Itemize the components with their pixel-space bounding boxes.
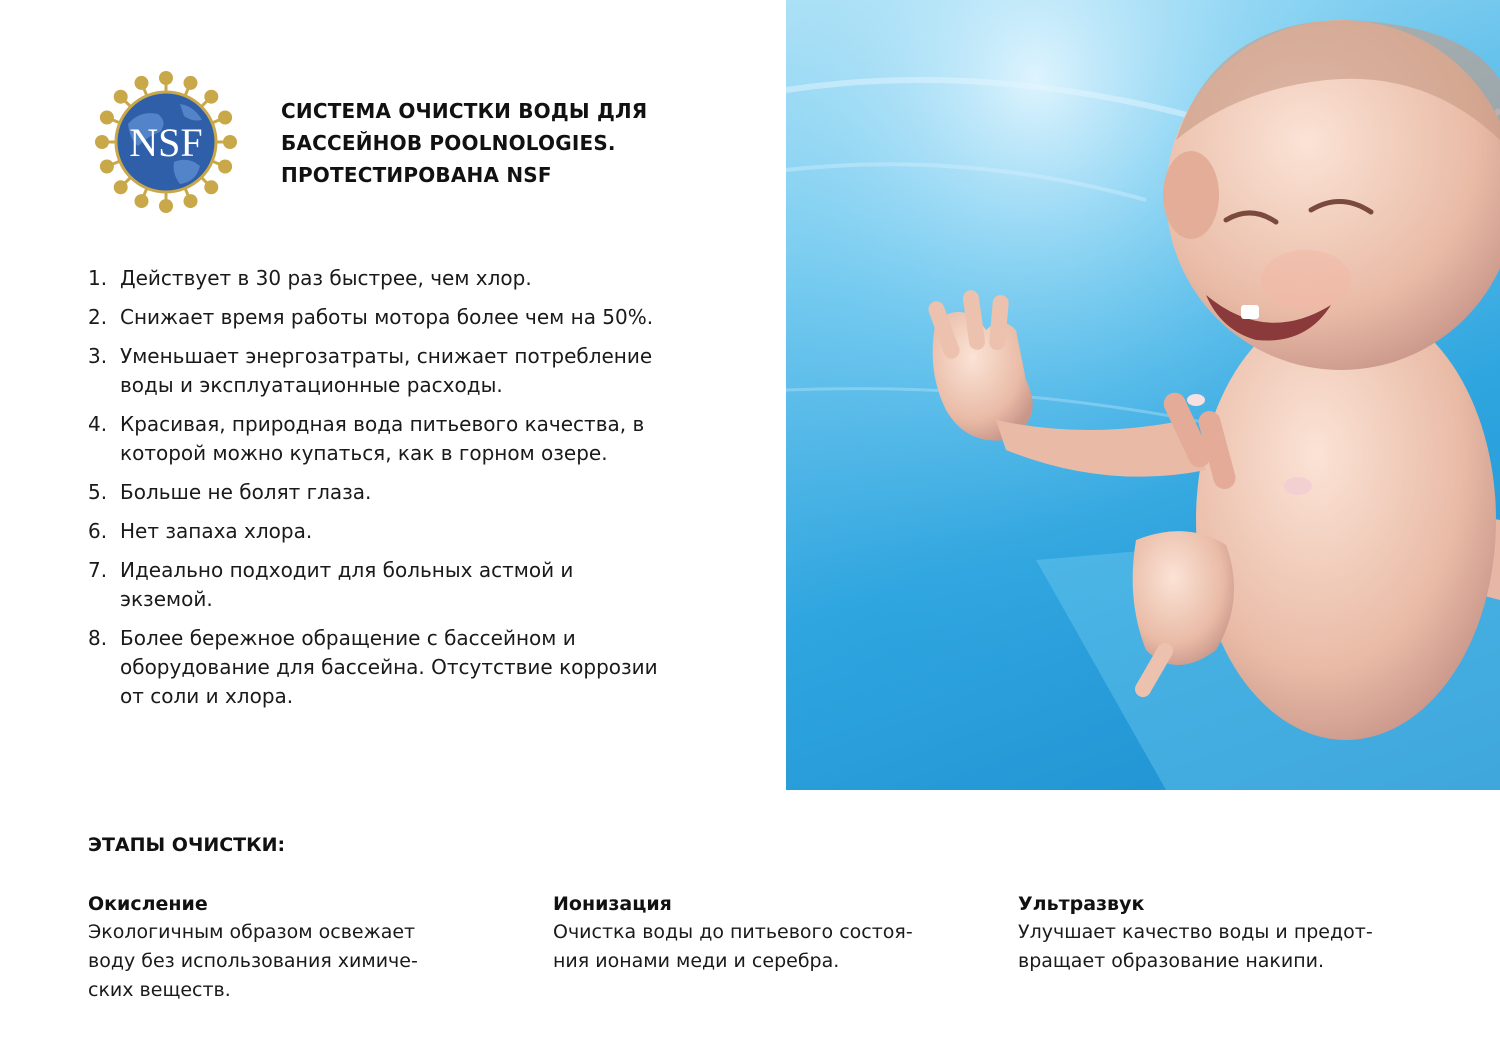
list-item <box>88 624 708 711</box>
stages-heading: ЭТАПЫ ОЧИСТКИ: <box>88 834 286 856</box>
list-item <box>88 342 708 400</box>
list-item-number: 5. <box>88 480 108 504</box>
stage-oxidation <box>88 890 508 1005</box>
stage-description-line: Экологичным образом освежает <box>88 921 416 943</box>
list-item-line: воды и эксплуатационные расходы. <box>120 373 503 397</box>
list-item-line: которой можно купаться, как в горном озере. <box>120 441 608 465</box>
list-item <box>88 264 708 293</box>
stage-description-line: ских веществ. <box>88 979 231 1001</box>
list-item <box>88 556 708 614</box>
baby-swimming-underwater-photo <box>786 0 1500 790</box>
stage-description-line: ния ионами меди и серебра. <box>553 950 840 972</box>
list-item-number: 3. <box>88 344 108 368</box>
stage-ultrasound <box>1018 890 1438 976</box>
stage-description <box>88 918 508 1005</box>
list-item-number: 7. <box>88 558 108 582</box>
list-item-line: оборудование для бассейна. Отсутствие коррозии <box>120 655 658 679</box>
benefits-list <box>88 264 708 721</box>
list-item <box>88 478 708 507</box>
list-item-text <box>120 303 653 332</box>
list-item-text <box>120 342 652 400</box>
list-item-number: 8. <box>88 626 108 650</box>
list-item-line: экземой. <box>120 587 213 611</box>
stage-name: Окисление <box>88 893 208 915</box>
nsf-logo-text: NSF <box>129 120 203 165</box>
list-item-text <box>120 624 658 711</box>
list-item-number: 2. <box>88 305 108 329</box>
list-item-line: Снижает время работы мотора более чем на 50%. <box>120 305 654 329</box>
list-item-text <box>120 517 312 546</box>
stage-description <box>553 918 973 976</box>
list-item-text <box>120 478 371 507</box>
list-item-line: Более бережное обращение с бассейном и <box>120 626 576 650</box>
list-item-line: Идеально подходит для больных астмой и <box>120 558 574 582</box>
title-line: БАССЕЙНОВ POOLNOLOGIES. <box>281 131 616 155</box>
stage-description-line: Очистка воды до питьевого состоя- <box>553 921 913 943</box>
baby-swimming-photo <box>786 0 1500 790</box>
page-title <box>281 95 701 191</box>
stage-name: Ионизация <box>553 893 672 915</box>
list-item-number: 6. <box>88 519 108 543</box>
title-line: СИСТЕМА ОЧИСТКИ ВОДЫ ДЛЯ <box>281 99 648 123</box>
list-item-text <box>120 556 573 614</box>
stage-description <box>1018 918 1438 976</box>
list-item-number: 1. <box>88 266 108 290</box>
list-item-line: Красивая, природная вода питьевого качества, в <box>120 412 645 436</box>
stage-name: Ультразвук <box>1018 893 1145 915</box>
list-item-line: Действует в 30 раз быстрее, чем хлор. <box>120 266 532 290</box>
list-item-line: Уменьшает энергозатраты, снижает потребление <box>120 344 653 368</box>
list-item-line: Больше не болят глаза. <box>120 480 372 504</box>
list-item-line: Нет запаха хлора. <box>120 519 313 543</box>
list-item-text <box>120 410 644 468</box>
list-item <box>88 517 708 546</box>
list-item <box>88 303 708 332</box>
list-item-line: от соли и хлора. <box>120 684 294 708</box>
stage-description-line: Улучшает качество воды и предот- <box>1018 921 1373 943</box>
stage-description-line: вращает образование накипи. <box>1018 950 1325 972</box>
stage-description-line: воду без использования химиче- <box>88 950 418 972</box>
title-line: ПРОТЕСТИРОВАНА NSF <box>281 163 552 187</box>
list-item <box>88 410 708 468</box>
nsf-logo-icon <box>88 66 244 218</box>
stage-ionization <box>553 890 973 976</box>
nsf-logo <box>88 66 244 218</box>
list-item-number: 4. <box>88 412 108 436</box>
list-item-text <box>120 264 532 293</box>
